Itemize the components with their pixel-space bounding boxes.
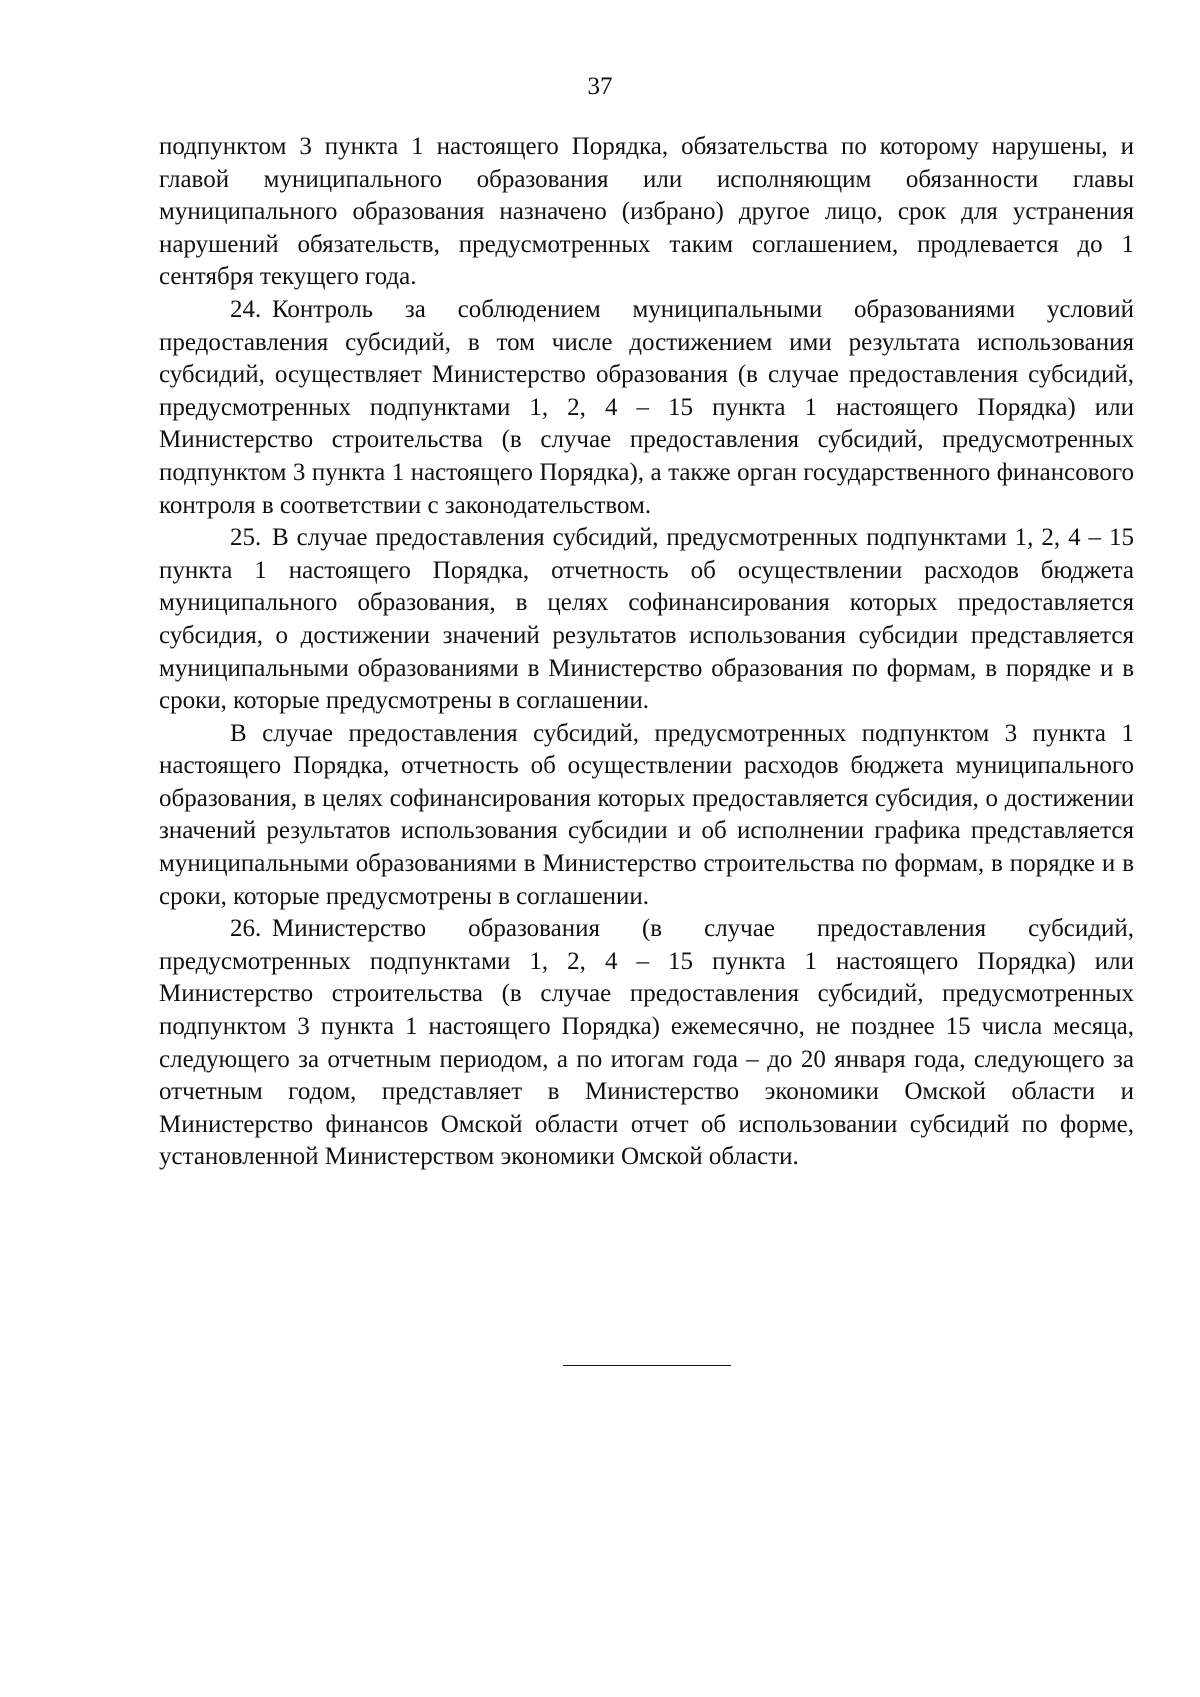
paragraph-24 <box>159 294 1134 522</box>
document-body <box>159 131 1134 1174</box>
paragraph-number: 26. <box>230 915 262 943</box>
paragraph-text: Министерство образования (в случае предоставления субсидий, предусмотренных подпунктами 1, 2, 4 – 15 пункта 1 настоящего Порядка) или Министерство строительства (в случае предоставления субсидий, предусмотренных подпунктом 3 пункта 1 настоящего Порядка) ежемесячно, не позднее 15 числа месяца, следующего за отчетным периодом, а по итогам года – до 20 января года, следующего за отчетным годом, представляет в Министерство экономики Омской области и Министерство финансов Омской области отчет об использовании субсидий по форме, установленной Министерством экономики Омской области. <box>159 915 1134 1171</box>
paragraph-25-second: В случае предоставления субсидий, предусмотренных подпунктом 3 пункта 1 настоящего Порядка, отчетность об осуществлении расходов бюджета муниципального образования, в целях софинансирования которых предоставляется субсидия, о достижении значений результатов использования субсидии и об исполнении графика представляется муниципальными образованиями в Министерство строительства по формам, в порядке и в сроки, которые предусмотрены в соглашении. <box>159 719 1134 910</box>
paragraph-number: 25. <box>230 524 262 552</box>
paragraph-text: Контроль за соблюдением муниципальными образованиями условий предоставления субсидий, в том числе достижением ими результата использования субсидий, осуществляет Министерство образования (в случае предоставления субсидий, предусмотренных подпунктами 1, 2, 4 – 15 пункта 1 настоящего Порядка) или Министерство строительства (в случае предоставления субсидий, предусмотренных подпунктом 3 пункта 1 настоящего Порядка), а также орган государственного финансового контроля в соответствии с законодательством. <box>159 295 1134 519</box>
page-number: 37 <box>587 73 613 100</box>
paragraph-continuation: подпунктом 3 пункта 1 настоящего Порядка, обязательства по которому нарушены, и главой муниципального образования или исполняющим обязанности главы муниципального образования назначено (избрано) другое лицо, срок для устранения нарушений обязательств, предусмотренных таким соглашением, продлевается до 1 сентября текущего года. <box>159 133 1134 291</box>
paragraph-text: В случае предоставления субсидий, предусмотренных подпунктами 1, 2, 4 – 15 пункта 1 настоящего Порядка, отчетность об осуществлении расходов бюджета муниципального образования, в целях софинансирования которых предоставляется субсидия, о достижении значений результатов использования субсидии представляется муниципальными образованиями в Министерство образования по формам, в порядке и в сроки, которые предусмотрены в соглашении. <box>159 524 1134 715</box>
paragraph-number: 24. <box>230 295 262 323</box>
paragraph-26 <box>159 913 1134 1174</box>
paragraph-25 <box>159 522 1134 718</box>
end-of-document-rule <box>563 1365 731 1366</box>
